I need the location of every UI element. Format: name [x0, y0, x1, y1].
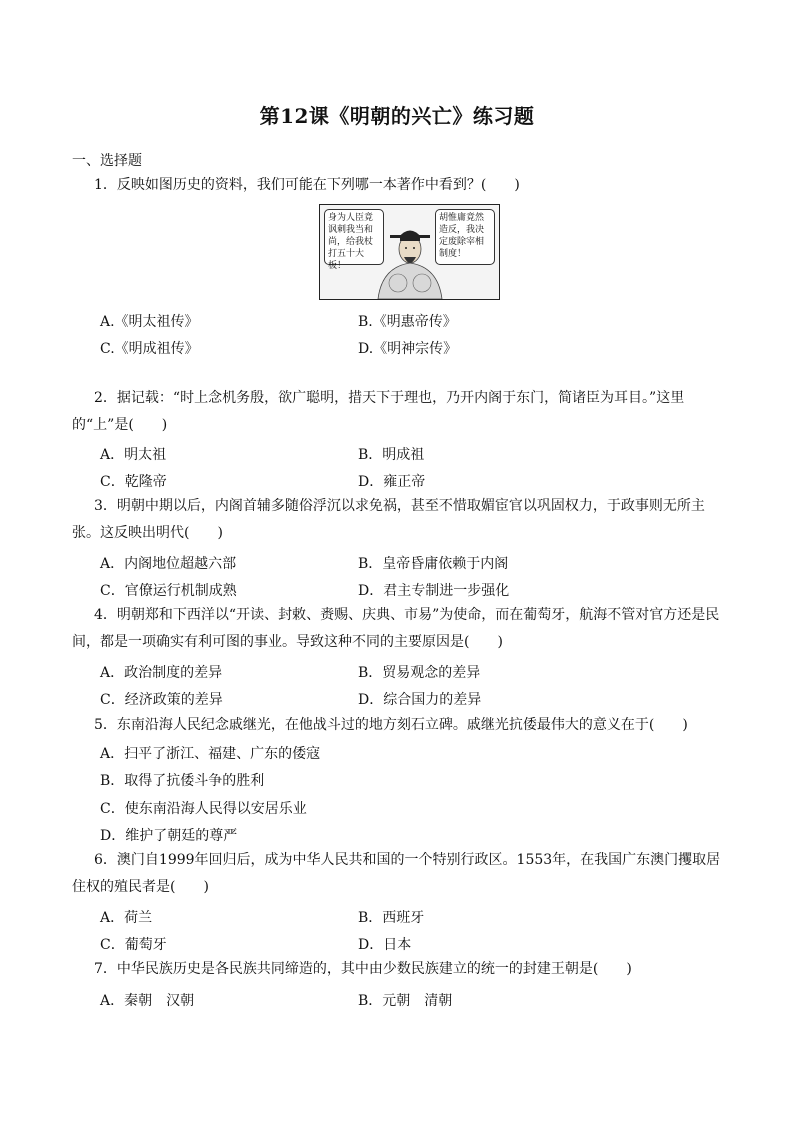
section-heading: 一、选择题 [72, 153, 142, 169]
question-5-option-b: B．取得了抗倭斗争的胜利 [100, 773, 265, 789]
question-1-option-b: B.《明惠帝传》 [358, 314, 457, 330]
question-7-option-b: B．元朝 清朝 [358, 993, 453, 1009]
question-4-option-c: C．经济政策的差异 [100, 692, 223, 708]
question-4-option-d: D．综合国力的差异 [358, 692, 482, 708]
question-1-option-d: D.《明神宗传》 [358, 341, 458, 357]
question-1-option-a: A.《明太祖传》 [100, 314, 199, 330]
question-3-option-c: C．官僚运行机制成熟 [100, 583, 237, 599]
speech-bubble-left: 身为人臣竟讽刺我当和尚，给我杖打五十大板！ [324, 209, 384, 265]
question-1-option-c: C.《明成祖传》 [100, 341, 199, 357]
question-6-option-a: A．荷兰 [100, 910, 153, 926]
question-7-stem: 7．中华民族历史是各民族共同缔造的，其中由少数民族建立的统一的封建王朝是( ) [94, 961, 632, 977]
question-4-stem: 4．明朝郑和下西洋以“开读、封敕、赉赐、庆典、市易”为使命，而在葡萄牙，航海不管对官方还是民间，都是一项确实有利可图的事业。导致这种不同的主要原因是( ) [72, 607, 720, 650]
page-title: 第12课《明朝的兴亡》练习题 [259, 104, 535, 128]
question-2-option-c: C．乾隆帝 [100, 474, 167, 490]
question-1-stem: 1．反映如图历史的资料，我们可能在下列哪一本著作中看到？( ) [94, 177, 520, 193]
question-2-option-b: B．明成祖 [358, 447, 425, 463]
emperor-illustration [319, 204, 500, 300]
question-7-option-a: A．秦朝 汉朝 [100, 993, 195, 1009]
speech-bubble-right: 胡惟庸竟然造反，我决定废除宰相制度！ [435, 209, 495, 265]
question-2-option-d: D．雍正帝 [358, 474, 426, 490]
question-4-option-a: A．政治制度的差异 [100, 665, 223, 681]
question-3-option-b: B．皇帝昏庸依赖于内阁 [358, 556, 509, 572]
question-5-option-c: C．使东南沿海人民得以安居乐业 [100, 801, 307, 817]
question-2-option-a: A．明太祖 [100, 447, 167, 463]
question-3-stem: 3．明朝中期以后，内阁首辅多随俗浮沉以求免祸，甚至不惜取媚宦官以巩固权力，于政事则无所主张。这反映出明代( ) [72, 498, 705, 541]
question-5-stem: 5．东南沿海人民纪念戚继光，在他战斗过的地方刻石立碑。戚继光抗倭最伟大的意义在于( ) [94, 717, 688, 733]
question-3-option-d: D．君主专制进一步强化 [358, 583, 510, 599]
question-3-option-a: A．内阁地位超越六部 [100, 556, 237, 572]
question-6-stem: 6．澳门自1999年回归后，成为中华人民共和国的一个特别行政区。1553年，在我国广东澳门攫取居住权的殖民者是( ) [72, 852, 721, 895]
question-6-option-b: B．西班牙 [358, 910, 425, 926]
question-5-option-d: D．维护了朝廷的尊严 [100, 828, 238, 844]
question-6-option-d: D．日本 [358, 937, 412, 953]
question-4-option-b: B．贸易观念的差异 [358, 665, 481, 681]
question-6-option-c: C．葡萄牙 [100, 937, 167, 953]
question-5-option-a: A．扫平了浙江、福建、广东的倭寇 [100, 746, 321, 762]
question-2-stem: 2．据记载：“时上念机务殷，欲广聪明，措天下于理也，乃开内阁于东门，简诸臣为耳目。”这里的“上”是( ) [72, 390, 685, 433]
